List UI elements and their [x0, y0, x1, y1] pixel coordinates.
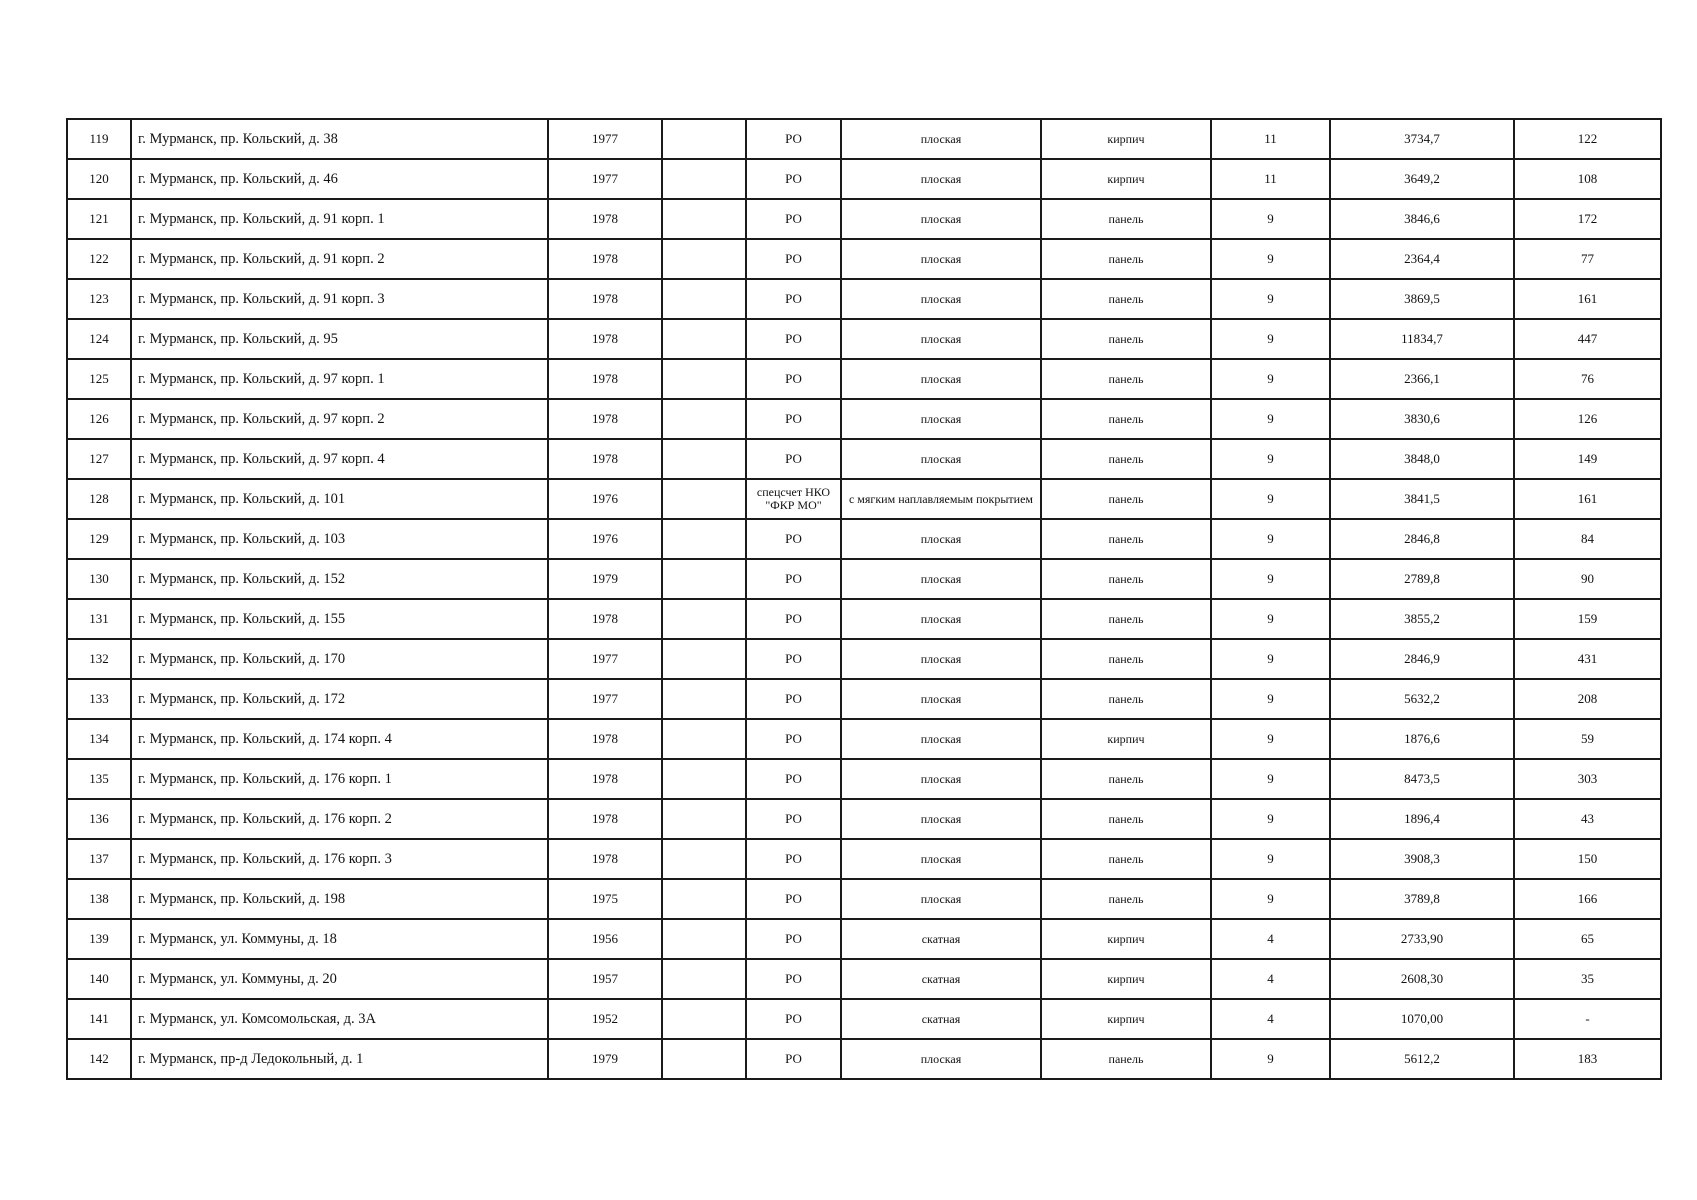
area-cell: 3908,3: [1330, 839, 1514, 879]
residents-cell: 208: [1514, 679, 1661, 719]
table-body: [67, 119, 1661, 1079]
fund-method-cell: РО: [746, 199, 841, 239]
empty-cell: [662, 679, 746, 719]
year-built-cell: 1978: [548, 599, 662, 639]
row-number-cell: 122: [67, 239, 131, 279]
floors-cell: 9: [1211, 239, 1330, 279]
residents-cell: 122: [1514, 119, 1661, 159]
year-built-cell: 1979: [548, 1039, 662, 1079]
fund-method-cell: РО: [746, 399, 841, 439]
row-number-cell: 136: [67, 799, 131, 839]
table-row: [67, 119, 1661, 159]
area-cell: 5632,2: [1330, 679, 1514, 719]
wall-material-cell: панель: [1041, 839, 1211, 879]
row-number-cell: 140: [67, 959, 131, 999]
empty-cell: [662, 1039, 746, 1079]
wall-material-cell: панель: [1041, 439, 1211, 479]
table-row: [67, 599, 1661, 639]
year-built-cell: 1957: [548, 959, 662, 999]
residents-cell: 166: [1514, 879, 1661, 919]
residents-cell: 108: [1514, 159, 1661, 199]
roof-type-cell: плоская: [841, 1039, 1041, 1079]
empty-cell: [662, 759, 746, 799]
roof-type-cell: плоская: [841, 279, 1041, 319]
residents-cell: 159: [1514, 599, 1661, 639]
empty-cell: [662, 799, 746, 839]
empty-cell: [662, 919, 746, 959]
address-cell: г. Мурманск, пр. Кольский, д. 91 корп. 1: [131, 199, 548, 239]
address-cell: г. Мурманск, пр. Кольский, д. 91 корп. 2: [131, 239, 548, 279]
floors-cell: 9: [1211, 639, 1330, 679]
row-number-cell: 135: [67, 759, 131, 799]
residents-cell: 126: [1514, 399, 1661, 439]
residents-cell: -: [1514, 999, 1661, 1039]
table-row: [67, 439, 1661, 479]
address-cell: г. Мурманск, пр. Кольский, д. 172: [131, 679, 548, 719]
area-cell: 2846,8: [1330, 519, 1514, 559]
row-number-cell: 128: [67, 479, 131, 519]
wall-material-cell: панель: [1041, 639, 1211, 679]
floors-cell: 9: [1211, 719, 1330, 759]
fund-method-cell: РО: [746, 519, 841, 559]
fund-method-cell: РО: [746, 639, 841, 679]
area-cell: 3848,0: [1330, 439, 1514, 479]
address-cell: г. Мурманск, пр. Кольский, д. 155: [131, 599, 548, 639]
year-built-cell: 1978: [548, 399, 662, 439]
address-cell: г. Мурманск, пр. Кольский, д. 97 корп. 4: [131, 439, 548, 479]
year-built-cell: 1978: [548, 359, 662, 399]
roof-type-cell: плоская: [841, 599, 1041, 639]
area-cell: 3855,2: [1330, 599, 1514, 639]
floors-cell: 4: [1211, 999, 1330, 1039]
row-number-cell: 132: [67, 639, 131, 679]
empty-cell: [662, 519, 746, 559]
roof-type-cell: плоская: [841, 559, 1041, 599]
wall-material-cell: панель: [1041, 679, 1211, 719]
address-cell: г. Мурманск, пр. Кольский, д. 176 корп. 2: [131, 799, 548, 839]
table-row: [67, 399, 1661, 439]
housing-registry-table: [66, 118, 1662, 1080]
wall-material-cell: кирпич: [1041, 719, 1211, 759]
fund-method-cell: РО: [746, 799, 841, 839]
empty-cell: [662, 359, 746, 399]
area-cell: 2733,90: [1330, 919, 1514, 959]
area-cell: 2364,4: [1330, 239, 1514, 279]
address-cell: г. Мурманск, пр. Кольский, д. 103: [131, 519, 548, 559]
fund-method-cell: РО: [746, 319, 841, 359]
table-row: [67, 159, 1661, 199]
residents-cell: 161: [1514, 279, 1661, 319]
wall-material-cell: панель: [1041, 399, 1211, 439]
floors-cell: 11: [1211, 159, 1330, 199]
roof-type-cell: плоская: [841, 879, 1041, 919]
floors-cell: 9: [1211, 479, 1330, 519]
roof-type-cell: плоская: [841, 399, 1041, 439]
roof-type-cell: плоская: [841, 839, 1041, 879]
area-cell: 5612,2: [1330, 1039, 1514, 1079]
address-cell: г. Мурманск, пр. Кольский, д. 198: [131, 879, 548, 919]
residents-cell: 35: [1514, 959, 1661, 999]
table-row: [67, 519, 1661, 559]
roof-type-cell: плоская: [841, 679, 1041, 719]
floors-cell: 9: [1211, 599, 1330, 639]
year-built-cell: 1978: [548, 759, 662, 799]
year-built-cell: 1976: [548, 519, 662, 559]
floors-cell: 9: [1211, 559, 1330, 599]
area-cell: 2789,8: [1330, 559, 1514, 599]
roof-type-cell: плоская: [841, 199, 1041, 239]
roof-type-cell: плоская: [841, 359, 1041, 399]
table-row: [67, 759, 1661, 799]
address-cell: г. Мурманск, пр. Кольский, д. 38: [131, 119, 548, 159]
area-cell: 8473,5: [1330, 759, 1514, 799]
year-built-cell: 1956: [548, 919, 662, 959]
floors-cell: 9: [1211, 799, 1330, 839]
floors-cell: 9: [1211, 519, 1330, 559]
residents-cell: 59: [1514, 719, 1661, 759]
residents-cell: 150: [1514, 839, 1661, 879]
roof-type-cell: плоская: [841, 239, 1041, 279]
empty-cell: [662, 719, 746, 759]
row-number-cell: 124: [67, 319, 131, 359]
year-built-cell: 1977: [548, 639, 662, 679]
area-cell: 3649,2: [1330, 159, 1514, 199]
address-cell: г. Мурманск, пр. Кольский, д. 176 корп. 3: [131, 839, 548, 879]
residents-cell: 149: [1514, 439, 1661, 479]
row-number-cell: 125: [67, 359, 131, 399]
residents-cell: 43: [1514, 799, 1661, 839]
area-cell: 3869,5: [1330, 279, 1514, 319]
residents-cell: 84: [1514, 519, 1661, 559]
address-cell: г. Мурманск, пр. Кольский, д. 91 корп. 3: [131, 279, 548, 319]
year-built-cell: 1979: [548, 559, 662, 599]
floors-cell: 4: [1211, 919, 1330, 959]
document-page: [66, 118, 1660, 1080]
address-cell: г. Мурманск, пр-д Ледокольный, д. 1: [131, 1039, 548, 1079]
area-cell: 11834,7: [1330, 319, 1514, 359]
empty-cell: [662, 839, 746, 879]
year-built-cell: 1978: [548, 239, 662, 279]
table-row: [67, 879, 1661, 919]
year-built-cell: 1952: [548, 999, 662, 1039]
fund-method-cell: РО: [746, 359, 841, 399]
wall-material-cell: панель: [1041, 519, 1211, 559]
empty-cell: [662, 239, 746, 279]
fund-method-cell: РО: [746, 839, 841, 879]
address-cell: г. Мурманск, пр. Кольский, д. 97 корп. 1: [131, 359, 548, 399]
fund-method-cell: РО: [746, 439, 841, 479]
floors-cell: 9: [1211, 439, 1330, 479]
address-cell: г. Мурманск, пр. Кольский, д. 176 корп. 1: [131, 759, 548, 799]
empty-cell: [662, 879, 746, 919]
row-number-cell: 119: [67, 119, 131, 159]
area-cell: 2366,1: [1330, 359, 1514, 399]
fund-method-cell: РО: [746, 159, 841, 199]
area-cell: 1896,4: [1330, 799, 1514, 839]
year-built-cell: 1978: [548, 799, 662, 839]
floors-cell: 9: [1211, 839, 1330, 879]
roof-type-cell: плоская: [841, 519, 1041, 559]
wall-material-cell: панель: [1041, 1039, 1211, 1079]
wall-material-cell: панель: [1041, 199, 1211, 239]
fund-method-cell: РО: [746, 239, 841, 279]
wall-material-cell: кирпич: [1041, 999, 1211, 1039]
table-row: [67, 639, 1661, 679]
floors-cell: 9: [1211, 1039, 1330, 1079]
area-cell: 3734,7: [1330, 119, 1514, 159]
empty-cell: [662, 559, 746, 599]
address-cell: г. Мурманск, пр. Кольский, д. 46: [131, 159, 548, 199]
roof-type-cell: плоская: [841, 799, 1041, 839]
empty-cell: [662, 639, 746, 679]
row-number-cell: 120: [67, 159, 131, 199]
empty-cell: [662, 319, 746, 359]
residents-cell: 65: [1514, 919, 1661, 959]
residents-cell: 431: [1514, 639, 1661, 679]
roof-type-cell: скатная: [841, 919, 1041, 959]
table-row: [67, 959, 1661, 999]
area-cell: 3830,6: [1330, 399, 1514, 439]
empty-cell: [662, 439, 746, 479]
roof-type-cell: скатная: [841, 959, 1041, 999]
area-cell: 2608,30: [1330, 959, 1514, 999]
roof-type-cell: плоская: [841, 159, 1041, 199]
floors-cell: 9: [1211, 279, 1330, 319]
fund-method-cell: РО: [746, 119, 841, 159]
floors-cell: 9: [1211, 319, 1330, 359]
table-row: [67, 719, 1661, 759]
floors-cell: 9: [1211, 199, 1330, 239]
address-cell: г. Мурманск, ул. Коммуны, д. 18: [131, 919, 548, 959]
empty-cell: [662, 279, 746, 319]
row-number-cell: 126: [67, 399, 131, 439]
area-cell: 1876,6: [1330, 719, 1514, 759]
table-row: [67, 479, 1661, 519]
floors-cell: 9: [1211, 879, 1330, 919]
row-number-cell: 139: [67, 919, 131, 959]
wall-material-cell: панель: [1041, 319, 1211, 359]
residents-cell: 77: [1514, 239, 1661, 279]
residents-cell: 161: [1514, 479, 1661, 519]
row-number-cell: 131: [67, 599, 131, 639]
row-number-cell: 142: [67, 1039, 131, 1079]
fund-method-cell: РО: [746, 1039, 841, 1079]
table-row: [67, 279, 1661, 319]
empty-cell: [662, 119, 746, 159]
year-built-cell: 1978: [548, 199, 662, 239]
table-row: [67, 1039, 1661, 1079]
floors-cell: 9: [1211, 359, 1330, 399]
area-cell: 3789,8: [1330, 879, 1514, 919]
wall-material-cell: кирпич: [1041, 959, 1211, 999]
empty-cell: [662, 599, 746, 639]
roof-type-cell: плоская: [841, 319, 1041, 359]
residents-cell: 76: [1514, 359, 1661, 399]
wall-material-cell: кирпич: [1041, 919, 1211, 959]
area-cell: 1070,00: [1330, 999, 1514, 1039]
wall-material-cell: панель: [1041, 479, 1211, 519]
table-row: [67, 919, 1661, 959]
year-built-cell: 1975: [548, 879, 662, 919]
floors-cell: 9: [1211, 679, 1330, 719]
row-number-cell: 130: [67, 559, 131, 599]
year-built-cell: 1978: [548, 839, 662, 879]
roof-type-cell: плоская: [841, 439, 1041, 479]
fund-method-cell: РО: [746, 279, 841, 319]
address-cell: г. Мурманск, пр. Кольский, д. 97 корп. 2: [131, 399, 548, 439]
roof-type-cell: плоская: [841, 759, 1041, 799]
floors-cell: 11: [1211, 119, 1330, 159]
area-cell: 3841,5: [1330, 479, 1514, 519]
row-number-cell: 121: [67, 199, 131, 239]
table-row: [67, 199, 1661, 239]
year-built-cell: 1978: [548, 439, 662, 479]
table-row: [67, 559, 1661, 599]
wall-material-cell: панель: [1041, 359, 1211, 399]
residents-cell: 303: [1514, 759, 1661, 799]
fund-method-cell: РО: [746, 559, 841, 599]
address-cell: г. Мурманск, ул. Комсомольская, д. 3А: [131, 999, 548, 1039]
year-built-cell: 1977: [548, 159, 662, 199]
wall-material-cell: панель: [1041, 279, 1211, 319]
wall-material-cell: панель: [1041, 559, 1211, 599]
year-built-cell: 1976: [548, 479, 662, 519]
fund-method-cell: РО: [746, 599, 841, 639]
residents-cell: 90: [1514, 559, 1661, 599]
address-cell: г. Мурманск, пр. Кольский, д. 174 корп. 4: [131, 719, 548, 759]
residents-cell: 183: [1514, 1039, 1661, 1079]
table-row: [67, 999, 1661, 1039]
wall-material-cell: панель: [1041, 879, 1211, 919]
residents-cell: 172: [1514, 199, 1661, 239]
address-cell: г. Мурманск, пр. Кольский, д. 95: [131, 319, 548, 359]
wall-material-cell: панель: [1041, 759, 1211, 799]
address-cell: г. Мурманск, пр. Кольский, д. 170: [131, 639, 548, 679]
fund-method-cell: РО: [746, 719, 841, 759]
row-number-cell: 141: [67, 999, 131, 1039]
year-built-cell: 1977: [548, 679, 662, 719]
roof-type-cell: скатная: [841, 999, 1041, 1039]
fund-method-cell: РО: [746, 919, 841, 959]
year-built-cell: 1978: [548, 279, 662, 319]
empty-cell: [662, 159, 746, 199]
table-row: [67, 239, 1661, 279]
table-row: [67, 799, 1661, 839]
roof-type-cell: плоская: [841, 719, 1041, 759]
row-number-cell: 129: [67, 519, 131, 559]
empty-cell: [662, 959, 746, 999]
fund-method-cell: РО: [746, 999, 841, 1039]
fund-method-cell: РО: [746, 959, 841, 999]
wall-material-cell: кирпич: [1041, 159, 1211, 199]
row-number-cell: 127: [67, 439, 131, 479]
table-row: [67, 359, 1661, 399]
empty-cell: [662, 399, 746, 439]
wall-material-cell: кирпич: [1041, 119, 1211, 159]
floors-cell: 4: [1211, 959, 1330, 999]
row-number-cell: 123: [67, 279, 131, 319]
floors-cell: 9: [1211, 399, 1330, 439]
roof-type-cell: с мягким наплавляемым покрытием: [841, 479, 1041, 519]
address-cell: г. Мурманск, пр. Кольский, д. 101: [131, 479, 548, 519]
roof-type-cell: плоская: [841, 639, 1041, 679]
wall-material-cell: панель: [1041, 799, 1211, 839]
empty-cell: [662, 199, 746, 239]
wall-material-cell: панель: [1041, 599, 1211, 639]
year-built-cell: 1978: [548, 719, 662, 759]
year-built-cell: 1977: [548, 119, 662, 159]
fund-method-cell: спецсчет НКО "ФКР МО": [746, 479, 841, 519]
area-cell: 2846,9: [1330, 639, 1514, 679]
empty-cell: [662, 479, 746, 519]
table-row: [67, 679, 1661, 719]
table-row: [67, 839, 1661, 879]
row-number-cell: 138: [67, 879, 131, 919]
row-number-cell: 133: [67, 679, 131, 719]
area-cell: 3846,6: [1330, 199, 1514, 239]
address-cell: г. Мурманск, ул. Коммуны, д. 20: [131, 959, 548, 999]
fund-method-cell: РО: [746, 679, 841, 719]
floors-cell: 9: [1211, 759, 1330, 799]
row-number-cell: 134: [67, 719, 131, 759]
fund-method-cell: РО: [746, 759, 841, 799]
residents-cell: 447: [1514, 319, 1661, 359]
row-number-cell: 137: [67, 839, 131, 879]
roof-type-cell: плоская: [841, 119, 1041, 159]
year-built-cell: 1978: [548, 319, 662, 359]
fund-method-cell: РО: [746, 879, 841, 919]
wall-material-cell: панель: [1041, 239, 1211, 279]
address-cell: г. Мурманск, пр. Кольский, д. 152: [131, 559, 548, 599]
table-row: [67, 319, 1661, 359]
empty-cell: [662, 999, 746, 1039]
